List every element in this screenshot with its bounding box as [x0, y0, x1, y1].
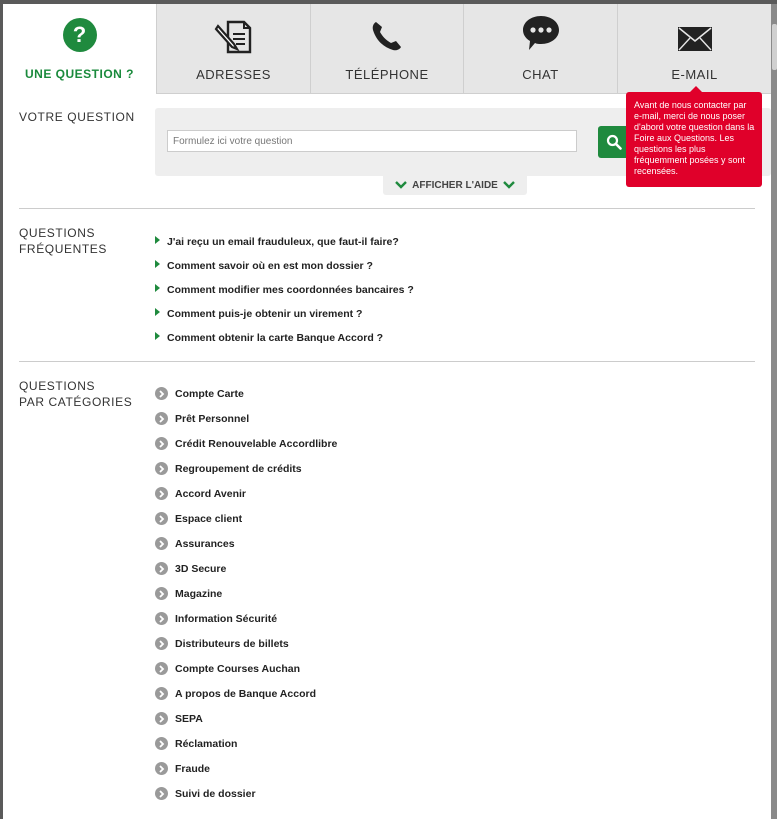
- category-link-text: Prêt Personnel: [175, 412, 250, 425]
- label-line: QUESTIONS: [19, 379, 96, 393]
- category-link[interactable]: [155, 631, 337, 656]
- scrollbar-thumb[interactable]: [772, 24, 777, 70]
- chevron-right-icon: [155, 512, 168, 525]
- chevron-right-icon: [155, 437, 168, 450]
- arrow-right-icon: [155, 308, 160, 316]
- chevron-right-icon: [155, 737, 168, 750]
- faq-link[interactable]: [155, 230, 414, 254]
- chevron-right-icon: [155, 387, 168, 400]
- chevron-right-icon: [155, 537, 168, 550]
- faq-link[interactable]: [155, 278, 414, 302]
- chevron-right-icon: [155, 662, 168, 675]
- category-link[interactable]: [155, 531, 337, 556]
- category-link[interactable]: [155, 681, 337, 706]
- search-icon: [606, 134, 622, 150]
- divider: [19, 208, 755, 209]
- category-link[interactable]: [155, 581, 337, 606]
- category-link-text: Compte Carte: [175, 387, 244, 400]
- faq-link-text: Comment obtenir la carte Banque Accord ?: [167, 332, 384, 344]
- category-link-text: Crédit Renouvelable Accordlibre: [175, 437, 338, 450]
- category-link-text: SEPA: [175, 712, 203, 725]
- faq-link-text: Comment puis-je obtenir un virement ?: [167, 308, 363, 320]
- chat-bubble-icon: [521, 14, 561, 57]
- tab-adresses[interactable]: [156, 4, 310, 94]
- tab-email[interactable]: [617, 4, 771, 94]
- chevron-right-icon: [155, 637, 168, 650]
- category-link-text: Suivi de dossier: [175, 787, 256, 800]
- category-link[interactable]: [155, 481, 337, 506]
- label-line: PAR CATÉGORIES: [19, 395, 133, 409]
- category-link-text: Fraude: [175, 762, 211, 775]
- faq-link[interactable]: [155, 302, 414, 326]
- envelope-icon: [677, 26, 713, 57]
- tab-label: UNE QUESTION ?: [24, 67, 134, 81]
- document-pen-icon: [214, 18, 254, 59]
- category-link-text: Distributeurs de billets: [175, 637, 289, 650]
- chevron-right-icon: [155, 787, 168, 800]
- category-link-text: Magazine: [175, 587, 223, 600]
- category-link[interactable]: [155, 606, 337, 631]
- question-icon: ?: [63, 18, 97, 52]
- category-link-text: Regroupement de crédits: [175, 462, 302, 475]
- faq-link[interactable]: [155, 254, 414, 278]
- faq-link-text: J'ai reçu un email frauduleux, que faut-il faire?: [167, 236, 399, 248]
- category-list: [155, 381, 337, 806]
- chevron-right-icon: [155, 487, 168, 500]
- chevron-right-icon: [155, 762, 168, 775]
- category-link-text: Accord Avenir: [175, 487, 246, 500]
- tab-telephone[interactable]: [310, 4, 463, 94]
- questions-categories-label: [19, 378, 132, 410]
- category-link[interactable]: [155, 506, 337, 531]
- chevron-right-icon: [155, 712, 168, 725]
- chevron-right-icon: [155, 412, 168, 425]
- question-input[interactable]: [167, 130, 577, 152]
- category-link[interactable]: [155, 731, 337, 756]
- category-link-text: Assurances: [175, 537, 235, 550]
- category-link[interactable]: [155, 756, 337, 781]
- tab-chat[interactable]: [463, 4, 617, 94]
- chevron-down-icon: [503, 181, 515, 189]
- tooltip-text: Avant de nous contacter par e-mail, merci de nous poser d'abord votre question dans la Foire aux Questions. Les questions les plus fréquemment posées y sont recensées.: [634, 100, 755, 176]
- category-link-text: Espace client: [175, 512, 243, 525]
- arrow-right-icon: [155, 236, 160, 244]
- category-link-text: 3D Secure: [175, 562, 227, 575]
- category-link[interactable]: [155, 456, 337, 481]
- chevron-right-icon: [155, 587, 168, 600]
- category-link[interactable]: [155, 431, 337, 456]
- arrow-right-icon: [155, 332, 160, 340]
- category-link[interactable]: [155, 406, 337, 431]
- questions-frequentes-label: [19, 225, 107, 257]
- category-link[interactable]: [155, 706, 337, 731]
- faq-link[interactable]: [155, 326, 414, 350]
- tab-label: ADRESSES: [196, 67, 271, 82]
- tab-une-question[interactable]: [3, 4, 156, 94]
- chevron-right-icon: [155, 612, 168, 625]
- faq-link-text: Comment modifier mes coordonnées bancaires ?: [167, 284, 414, 296]
- afficher-aide-label: AFFICHER L'AIDE: [412, 179, 498, 191]
- contact-tabs: [3, 4, 771, 94]
- divider: [19, 361, 755, 362]
- phone-icon: [369, 18, 405, 59]
- tab-label: TÉLÉPHONE: [345, 67, 429, 82]
- category-link-text: Compte Courses Auchan: [175, 662, 301, 675]
- chevron-right-icon: [155, 462, 168, 475]
- contact-modal: [3, 4, 771, 819]
- votre-question-label: VOTRE QUESTION: [19, 110, 135, 124]
- category-link[interactable]: [155, 781, 337, 806]
- arrow-right-icon: [155, 260, 160, 268]
- category-link-text: Réclamation: [175, 737, 238, 750]
- label-line: FRÉQUENTES: [19, 242, 108, 256]
- tab-label: E-MAIL: [671, 67, 718, 82]
- tab-label: CHAT: [522, 67, 559, 82]
- afficher-aide-toggle[interactable]: [383, 175, 527, 195]
- category-link[interactable]: [155, 656, 337, 681]
- email-tooltip: [626, 92, 762, 187]
- category-link[interactable]: [155, 556, 337, 581]
- chevron-right-icon: [155, 687, 168, 700]
- arrow-right-icon: [155, 284, 160, 292]
- category-link[interactable]: [155, 381, 337, 406]
- scrollbar[interactable]: [771, 4, 777, 819]
- category-link-text: A propos de Banque Accord: [175, 687, 316, 700]
- chevron-right-icon: [155, 562, 168, 575]
- chevron-down-icon: [395, 181, 407, 189]
- faq-list: [155, 230, 414, 350]
- label-line: QUESTIONS: [19, 226, 96, 240]
- category-link-text: Information Sécurité: [175, 612, 278, 625]
- faq-link-text: Comment savoir où en est mon dossier ?: [167, 260, 373, 272]
